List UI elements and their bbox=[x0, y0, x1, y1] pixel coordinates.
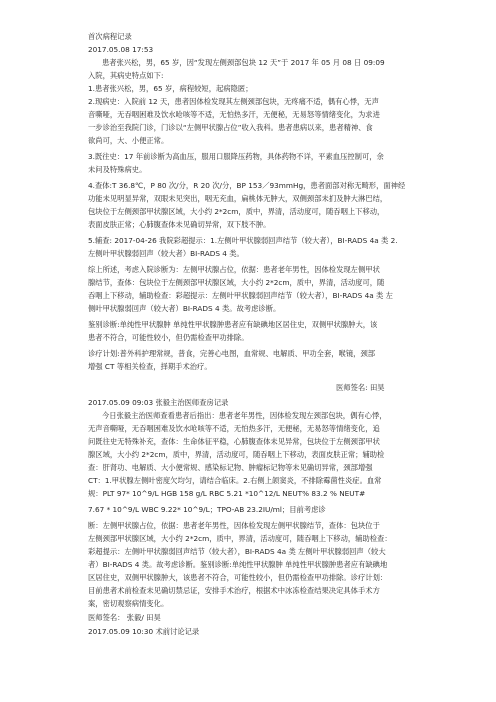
paragraph-line: 3.既往史：17 年前诊断为高血压，服用口服降压药物，具体药物不详，平素血压控制可，余 bbox=[88, 152, 384, 161]
paragraph-line: 音嘶哑，无吞咽困难及饮水呛咳等不适，无怕热多汗，无便秘，无易怒等情绪变化，为求进 bbox=[88, 110, 380, 119]
paragraph-line: 左侧颈部甲状腺区域，大小约 2*2cm，质中，界清，活动度可，随吞咽上下移动，辅助检查： bbox=[88, 534, 392, 543]
paragraph-line: 欲尚可，大、小便正常。 bbox=[88, 136, 169, 145]
paragraph-line: 5.辅查: 2017-04-26 我院彩超提示：1.左侧叶甲状腺弱回声结节（较大者），BI-RADS 4a 类 2. bbox=[88, 236, 398, 245]
paragraph-line: 彩超提示：左侧叶甲状腺弱回声结节（较大者），BI-RADS 4a 类 左侧叶甲状腺弱回声（较大 bbox=[88, 547, 386, 556]
paragraph-line: 一步诊治至我院门诊，门诊以“左侧甲状腺占位”收入我科。患者患病以来，患者精神、食 bbox=[88, 123, 373, 132]
paragraph-line: 功能未见明显异常，双眼未见突出，咽无充血，扁桃体无肿大，双侧颈部未扪及肿大淋巴结， bbox=[88, 194, 388, 203]
paragraph-line: 无声音嘶哑，无吞咽困难及饮水呛咳等不适，无怕热多汗，无便秘，无易怒等情绪变化，追 bbox=[88, 424, 380, 433]
paragraph-line: 侧叶甲状腺弱回声（较大者）BI-RADS 4 类。故考虑诊断。 bbox=[88, 304, 281, 313]
paragraph-line: 问既往史无特殊补充，查体：生命体征平稳，心肺腹查体未见异常，包块位于左侧颈部甲状 bbox=[88, 437, 380, 446]
paragraph-line: 未问及特殊病史。 bbox=[88, 165, 147, 174]
paragraph-line: 2.现病史：入院前 12 天，患者因体检发现其左侧颈部包块，无疼痛不适，偶有心悸，无声 bbox=[88, 97, 379, 106]
record-time: 2017.05.08 17:53 bbox=[88, 45, 154, 54]
record2-header: 2017.05.09 09:03 张毅主治医师查房记录 bbox=[88, 398, 229, 407]
paragraph-line: 左侧叶甲状腺弱回声（较大者）BI-RADS 4 类。 bbox=[88, 249, 244, 258]
lab-values-line: 7.67 * 10^9/L WBC 9.22* 10^9/L；TPO-AB 23.2IU/ml；目前考虑诊 bbox=[88, 505, 326, 514]
paragraph-line: 增强 CT 等相关检查，择期手术治疗。 bbox=[88, 362, 212, 371]
paragraph-line: 鉴别诊断:单纯性甲状腺肿 单纯性甲状腺肿患者应有缺碘地区居住史，双侧甲状腺肿大，该 bbox=[88, 320, 378, 329]
paragraph-line: 断：左侧甲状腺占位，依据：患者老年男性，因体检发现左侧甲状腺结节，查体：包块位于 bbox=[88, 521, 380, 530]
paragraph-line: 目前患者术前检查未见确切禁忌证，安排手术治疗，根据术中冰冻检查结果决定具体手术方 bbox=[88, 586, 380, 595]
paragraph-line: 诊疗计划:普外科护理常规，普食，完善心电图，血常规、电解质、甲功全套，喉镜，颈部 bbox=[88, 349, 376, 358]
physician-signature: 医师签名： 张毅/ 田昊 bbox=[88, 613, 161, 622]
paragraph-line: 4.查体:T 36.8℃，P 80 次/分，R 20 次/分，BP 153／93mmHg，患者面部对称无畸形，面神经 bbox=[88, 181, 406, 190]
paragraph-line: 患者张兴松，男，65 岁，因“发现左侧颈部包块 12 天”于 2017 年 05 月 08 日 09:09 bbox=[102, 58, 385, 67]
paragraph-line: 入院，其病史特点如下: bbox=[88, 71, 164, 80]
paragraph-line: 腺结节，查体：包块位于左侧颈部甲状腺区域，大小约 2*2cm，质中，界清，活动度可，随 bbox=[88, 278, 385, 287]
medical-record-page bbox=[88, 0, 410, 702]
physician-signature: 医师签名: 田昊 bbox=[336, 383, 385, 392]
paragraph-line: 综上所述，考虑入院诊断为：左侧甲状腺占位，依据：患者老年男性，因体检发现左侧甲状 bbox=[88, 265, 380, 274]
record3-header: 2017.05.09 10:30 术前讨论记录 bbox=[88, 627, 200, 636]
paragraph-line: 吞咽上下移动，辅助检查：彩超提示：左侧叶甲状腺弱回声结节（较大者），BI-RADS 4a 类 左 bbox=[88, 291, 393, 300]
paragraph-line: 案，密切观察病情变化。 bbox=[88, 599, 169, 608]
paragraph-line: 腺区域，大小约 2*2cm，质中，界清，活动度可，随吞咽上下移动，表面皮肤正常；辅助检 bbox=[88, 450, 385, 459]
paragraph-line: 表面皮肤正常；心肺腹查体未见确切异常，双下肢不肿。 bbox=[88, 220, 271, 229]
paragraph-line: 患者不符合，可能性较小，但仍需检查甲功排除。 bbox=[88, 333, 249, 342]
paragraph-line: 1.患者张兴松，男，65 岁，病程较短，起病隐匿； bbox=[88, 84, 253, 93]
paragraph-line: 者）BI-RADS 4 类。故考虑诊断。鉴别诊断:单纯性甲状腺肿 单纯性甲状腺肿患者应有缺碘地 bbox=[88, 560, 388, 569]
paragraph-line: CT：1.甲状腺左侧叶密度欠均匀，请结合临床。2.右侧上颌窦炎，不排除霉菌性炎症。血常 bbox=[88, 476, 382, 485]
paragraph-line: 区居住史，双侧甲状腺肿大，该患者不符合，可能性较小，但仍需检查甲功排除。诊疗计划： bbox=[88, 573, 388, 582]
paragraph-line: 查：肝肾功、电解质、大小便常规、感染标记物、肿瘤标记物等未见确切异常，颈部增强 bbox=[88, 463, 373, 472]
record-heading: 首次病程记录 bbox=[88, 32, 132, 41]
lab-values-line: 规：PLT 97* 10^9/L HGB 158 g/L RBC 5.21 *10^12/L NEUT% 83.2 % NEUT# bbox=[88, 489, 366, 498]
paragraph-line: 包块位于左侧颈部甲状腺区域，大小约 2*2cm，质中，界清，活动度可，随吞咽上下移动， bbox=[88, 207, 385, 216]
paragraph-line: 今日张毅主治医师查看患者后指出：患者老年男性，因体检发现左颈部包块，偶有心悸， bbox=[102, 411, 387, 420]
